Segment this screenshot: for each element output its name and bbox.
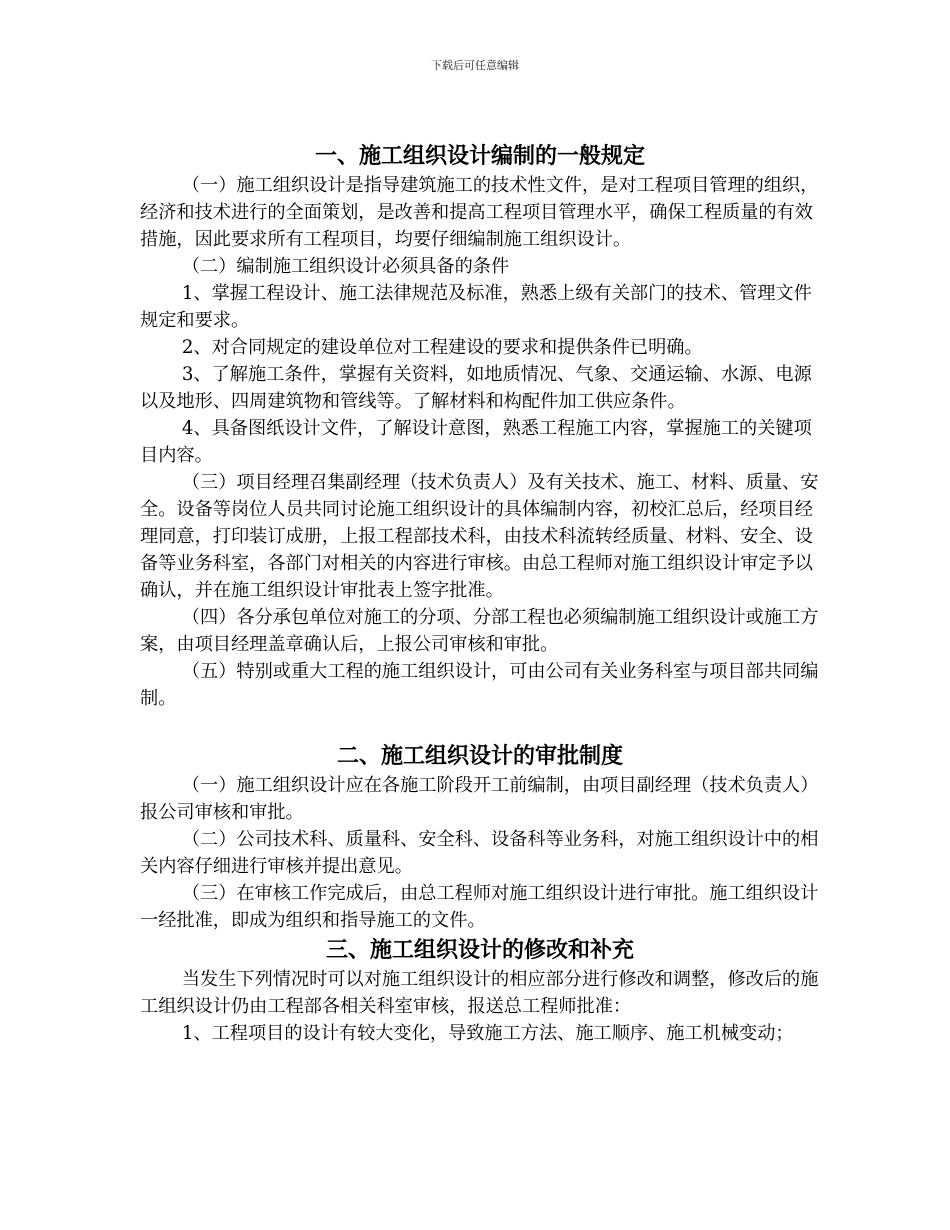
paragraph: （四）各分承包单位对施工的分项、分部工程也必须编制施工组织设计或施工方案，由项目经理盖章确认后，上报公司审核和审批。 [140, 607, 819, 655]
paragraph: （二）公司技术科、质量科、安全科、设备科等业务科，对施工组织设计中的相关内容仔细进行审核并提出意见。 [140, 829, 819, 877]
paragraph: 1、掌握工程设计、施工法律规范及标准，熟悉上级有关部门的技术、管理文件规定和要求。 [140, 283, 812, 331]
paragraph: 4、具备图纸设计文件，了解设计意图，熟悉工程施工内容，掌握施工的关键项目内容。 [140, 418, 812, 466]
section-heading: 三、施工组织设计的修改和补充 [325, 937, 634, 963]
header-note: 下载后可任意编辑 [431, 59, 519, 72]
paragraph: （五）特别或重大工程的施工组织设计，可由公司有关业务科室与项目部共同编制。 [140, 661, 819, 709]
paragraph: （二）编制施工组织设计必须具备的条件 [181, 256, 510, 277]
section-heading: 一、施工组织设计编制的一般规定 [314, 143, 645, 169]
paragraph: 当发生下列情况时可以对施工组织设计的相应部分进行修改和调整，修改后的施工组织设计仍由工程部各相关科室审核，报送总工程师批准： [140, 969, 819, 1017]
paragraph: 2、对合同规定的建设单位对工程建设的要求和提供条件已明确。 [181, 337, 703, 358]
paragraph: 3、了解施工条件，掌握有关资料，如地质情况、气象、交通运输、水源、电源以及地形、四周建筑物和管线等。了解材料和构配件加工供应条件。 [140, 364, 812, 412]
paragraph: （三）在审核工作完成后，由总工程师对施工组织设计进行审批。施工组织设计一经批准，即成为组织和指导施工的文件。 [140, 883, 819, 931]
paragraph: （三）项目经理召集副经理（技术负责人）及有关技术、施工、材料、质量、安全。设备等岗位人员共同讨论施工组织设计的具体编制内容，初校汇总后，经项目经理同意，打印装订成册，上报工程部技术科，由技术科流转经质量、材料、安全、设备等业务科室，各部门对相关的内容进行审核。由总工程师对施工组织设计审定予以确认，并在施工组织设计审批表上签字批准。 [140, 472, 819, 601]
document-body [140, 140, 820, 1047]
paragraph: （一）施工组织设计应在各施工阶段开工前编制，由项目副经理（技术负责人）报公司审核和审批。 [140, 775, 819, 823]
paragraph: （一）施工组织设计是指导建筑施工的技术性文件，是对工程项目管理的组织，经济和技术进行的全面策划，是改善和提高工程项目管理水平，确保工程质量的有效措施，因此要求所有工程项目，均要仔细编制施工组织设计。 [140, 175, 819, 250]
section-heading: 二、施工组织设计的审批制度 [336, 743, 623, 769]
paragraph: 1、工程项目的设计有较大变化，导致施工方法、施工顺序、施工机械变动； [181, 1023, 794, 1044]
